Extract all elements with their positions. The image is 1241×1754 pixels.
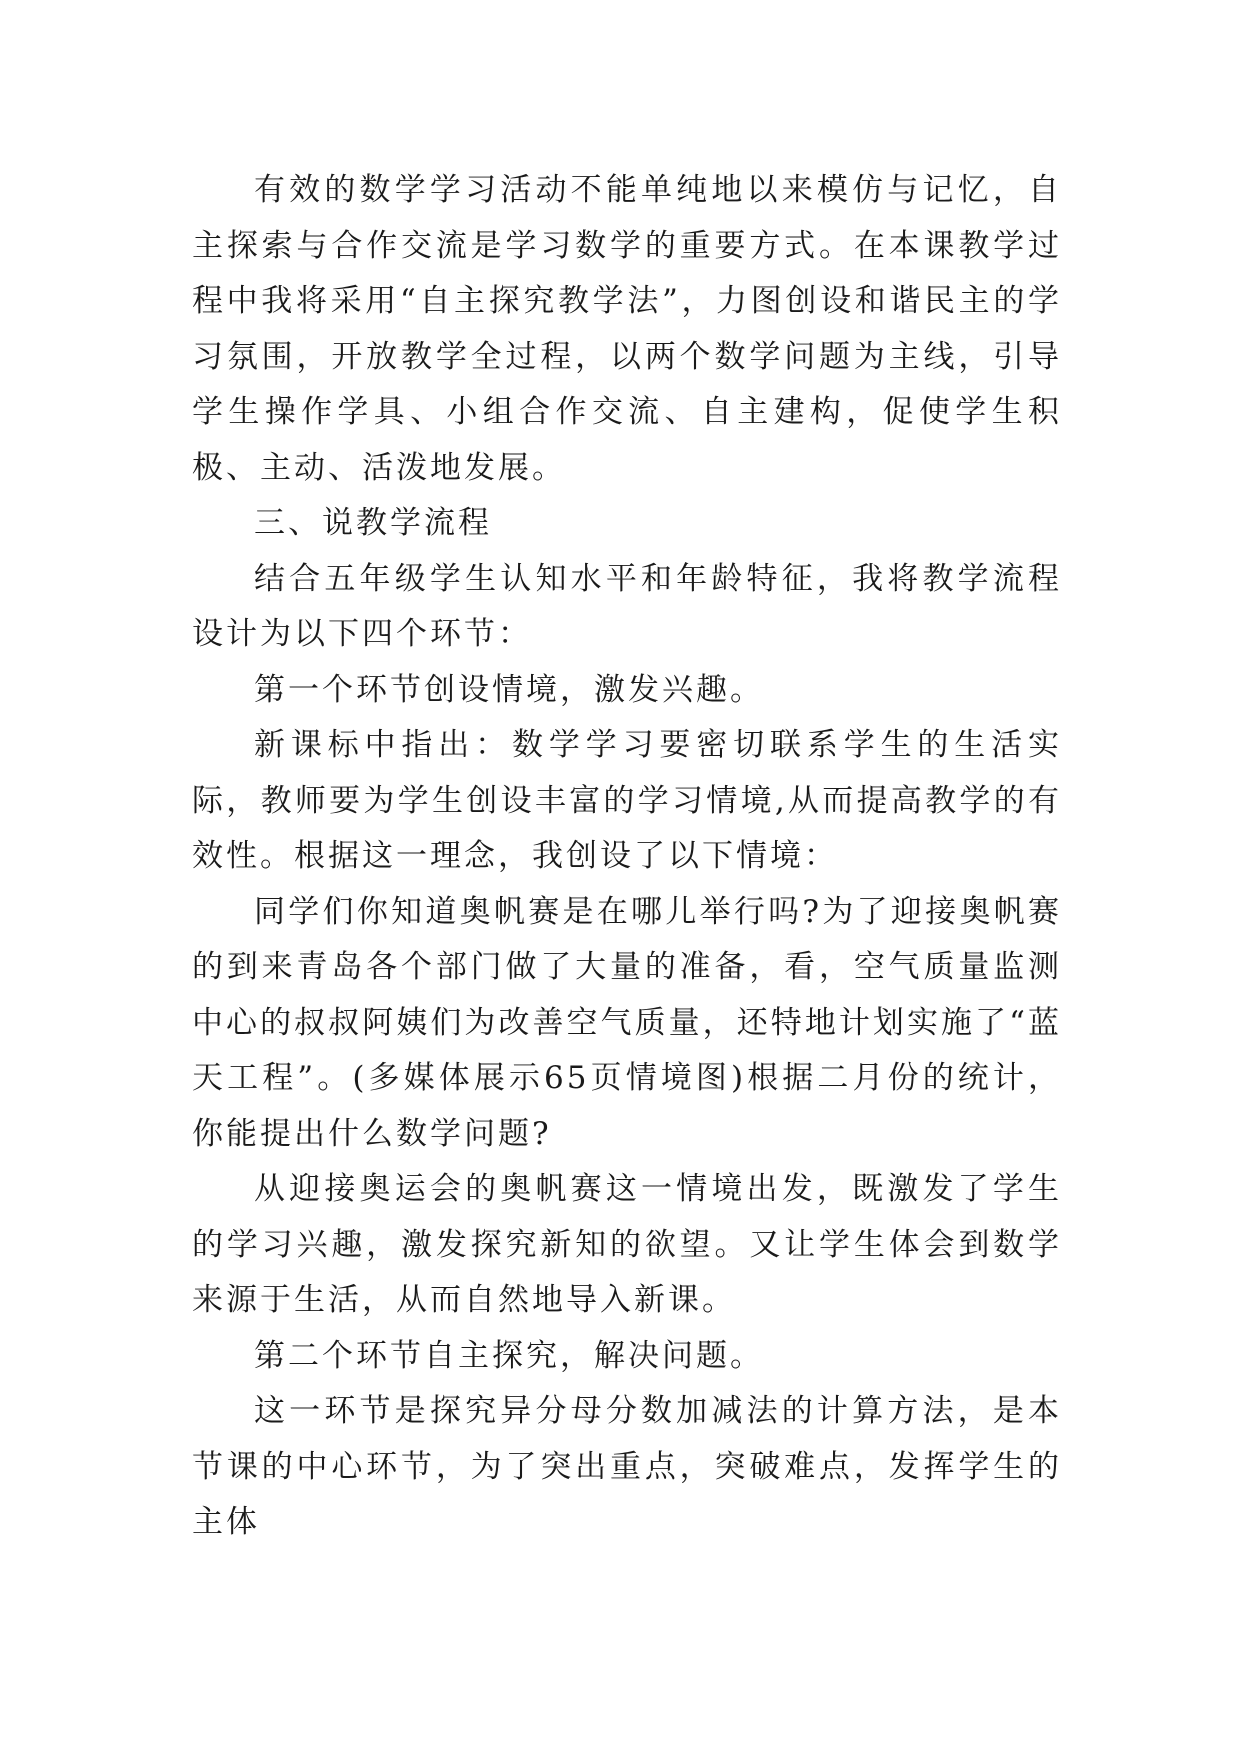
paragraph-scenario-purpose: 从迎接奥运会的奥帆赛这一情境出发，既激发了学生的学习兴趣，激发探究新知的欲望。又让学生体会到数学来源于生活，从而自然地导入新课。 xyxy=(192,1171,1062,1318)
paragraph-scenario: 同学们你知道奥帆赛是在哪儿举行吗?为了迎接奥帆赛的到来青岛各个部门做了大量的准备，看，空气质量监测中心的叔叔阿姨们为改善空气质量，还特地计划实施了“蓝天工程”。(多媒体展示65页情境图)根据二月份的统计，你能提出什么数学问题? xyxy=(192,893,1062,1152)
paragraph-learning-method: 有效的数学学习活动不能单纯地以来模仿与记忆，自主探索与合作交流是学习数学的重要方式。在本课教学过程中我将采用“自主探究教学法”，力图创设和谐民主的学习氛围，开放教学全过程，以两个数学问题为主线，引导学生操作学具、小组合作交流、自主建构，促使学生积极、主动、活泼地发展。 xyxy=(192,172,1062,486)
body-text xyxy=(192,163,1062,1551)
stage-heading-2: 第二个环节自主探究，解决问题。 xyxy=(254,1337,764,1374)
paragraph-process-overview: 结合五年级学生认知水平和年龄特征，我将教学流程设计为以下四个环节： xyxy=(192,560,1062,652)
stage-heading-1: 第一个环节创设情境，激发兴趣。 xyxy=(254,671,764,708)
paragraph-stage-2: 这一环节是探究异分母分数加减法的计算方法，是本节课的中心环节，为了突出重点，突破难点，发挥学生的主体 xyxy=(192,1393,1062,1540)
section-heading-teaching-process: 三、说教学流程 xyxy=(254,505,492,541)
paragraph-curriculum-standard: 新课标中指出：数学学习要密切联系学生的生活实际，教师要为学生创设丰富的学习情境,从而提高教学的有效性。根据这一理念，我创设了以下情境： xyxy=(192,727,1062,874)
